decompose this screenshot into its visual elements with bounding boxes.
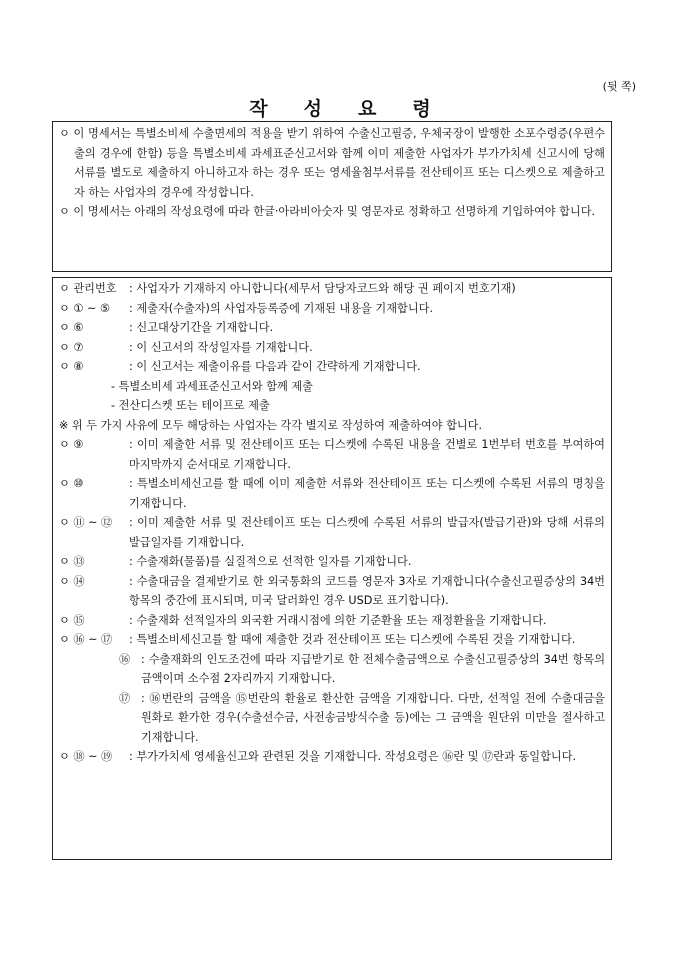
item-label: ㅇ ⑯ ~ ⑰ xyxy=(59,633,113,646)
item-label: ㅇ ⑩ xyxy=(59,477,84,490)
intro-paragraph: ㅇ 이 명세서는 특별소비세 수출면세의 적용을 받기 위하여 수출신고필증, 우체국장이 발행한 소포수령증(우편수출의 경우에 한함) 등을 특별소비세 과세표준신고서와 함께 이미 제출한 사업자가 부가가치세 신고시에 당해 서류를 별도로 제출하지 아니하고자 하는 경우 또는 영세율첨부서류를 전산테이프 또는 디스켓으로 제출하고자 하는 사업자의 경우에 작성합니다. xyxy=(59,127,605,199)
item-text: : 이 신고서는 제출이유를 다음과 같이 간략하게 기재합니다. xyxy=(129,360,421,373)
title-char: 성 xyxy=(303,98,322,120)
item-label: ㅇ ⑱ ~ ⑲ xyxy=(59,750,113,763)
item-text: : 이미 제출한 서류 및 전산테이프 또는 디스켓에 수록된 내용을 건별로 1번부터 번호를 부여하여 마지막까지 순서대로 기재합니다. xyxy=(129,438,605,471)
item-text: : ⑯번란의 금액을 ⑮번란의 환율로 환산한 금액을 기재합니다. 다만, 선적일 전에 수출대금을 원화로 환가한 경우(수출선수금, 사전송금방식수출 등)에는 그 금액을 원단위 미만을 절사하고 기재합니다. xyxy=(141,691,605,744)
instruction-item xyxy=(59,630,605,650)
item-text: : 신고대상기간을 기재합니다. xyxy=(129,321,274,334)
instruction-item xyxy=(59,513,605,552)
item-label: ㅇ ⑧ xyxy=(59,360,84,373)
page-title xyxy=(0,94,680,121)
item-label: ㅇ 관리번호 xyxy=(59,282,117,295)
item-label: ㅇ ⑭ xyxy=(59,574,85,588)
instruction-item xyxy=(59,435,605,474)
intro-paragraph: ㅇ 이 명세서는 아래의 작성요령에 따라 한글·아라비아숫자 및 영문자로 정확하고 선명하게 기입하여야 합니다. xyxy=(59,205,596,218)
item-text: : 제출자(수출자)의 사업자등록증에 기재된 내용을 기재합니다. xyxy=(129,301,434,315)
item-label: ㅇ ① ~ ⑤ xyxy=(59,301,110,315)
item-text: : 특별소비세신고를 할 때에 이미 제출한 서류와 전산테이프 또는 디스켓에 수록된 서류의 명칭을 기재합니다. xyxy=(129,477,605,510)
item-text: : 수출재화의 인도조건에 따라 지급받기로 한 전체수출금액으로 수출신고필증상의 34번 항목의 금액이며 소수점 2자리까지 기재합니다. xyxy=(141,652,605,685)
note: ※ 위 두 가지 사유에 모두 해당하는 사업자는 각각 별지로 작성하여 제출하여야 합니다. xyxy=(59,418,483,432)
instructions-box xyxy=(52,277,612,860)
title-char: 요 xyxy=(358,98,377,120)
title-char: 작 xyxy=(249,98,268,120)
item-label: ㅇ ⑬ xyxy=(59,555,85,568)
instruction-item xyxy=(59,552,605,572)
item-text: : 부가가치세 영세율신고와 관련된 것을 기재합니다. 작성요령은 ⑯란 및 ⑰란과 동일합니다. xyxy=(129,750,577,763)
item-label: ㅇ ⑪ ~ ⑫ xyxy=(59,516,113,529)
sub-item: - 전산디스켓 또는 테이프로 제출 xyxy=(111,399,270,412)
sub-instruction-item xyxy=(59,689,605,748)
item-text: : 이미 제출한 서류 및 전산테이프 또는 디스켓에 수록된 서류의 발급자(발급기관)와 당해 서류의 발급일자를 기재합니다. xyxy=(129,516,605,549)
title-char: 령 xyxy=(412,98,431,120)
back-page-label: (뒷 쪽) xyxy=(602,80,636,93)
sub-instruction-item xyxy=(59,650,605,689)
instruction-item xyxy=(59,474,605,513)
intro-box xyxy=(52,121,612,272)
sub-item: - 특별소비세 과세표준신고서와 함께 제출 xyxy=(111,379,313,393)
item-label: ㅇ ⑨ xyxy=(59,438,84,451)
item-label: ㅇ ⑥ xyxy=(59,321,84,334)
instruction-item xyxy=(59,338,605,358)
instruction-item xyxy=(59,318,605,338)
instruction-item xyxy=(59,299,605,319)
instruction-item xyxy=(59,279,605,299)
item-text: : 수출재화(물품)를 실질적으로 선적한 일자를 기재합니다. xyxy=(129,555,412,568)
instruction-item xyxy=(59,611,605,631)
item-text: : 특별소비세신고를 할 때에 제출한 것과 전산테이프 또는 디스켓에 수록된 것을 기재합니다. xyxy=(129,633,576,646)
instruction-item xyxy=(59,357,605,377)
item-text: : 수출대금을 결제받기로 한 외국통화의 코드를 영문자 3자로 기재합니다(수출신고필증상의 34번 항목의 중간에 표시되며, 미국 달러화인 경우 USD로 표기합니다). xyxy=(129,574,605,607)
item-label: ㅇ ⑦ xyxy=(59,340,84,354)
item-label: ⑯ xyxy=(119,652,131,666)
item-text: : 사업자가 기재하지 아니합니다(세무서 담당자코드와 해당 권 페이지 번호기재) xyxy=(129,282,516,295)
item-text: : 이 신고서의 작성일자를 기재합니다. xyxy=(129,340,313,354)
item-label: ⑰ xyxy=(119,691,131,705)
instruction-item xyxy=(59,572,605,611)
item-text: : 수출재화 선적일자의 외국환 거래시점에 의한 기준환율 또는 재정환율을 기재합니다. xyxy=(129,613,547,627)
item-label: ㅇ ⑮ xyxy=(59,613,85,627)
instruction-item xyxy=(59,747,605,767)
